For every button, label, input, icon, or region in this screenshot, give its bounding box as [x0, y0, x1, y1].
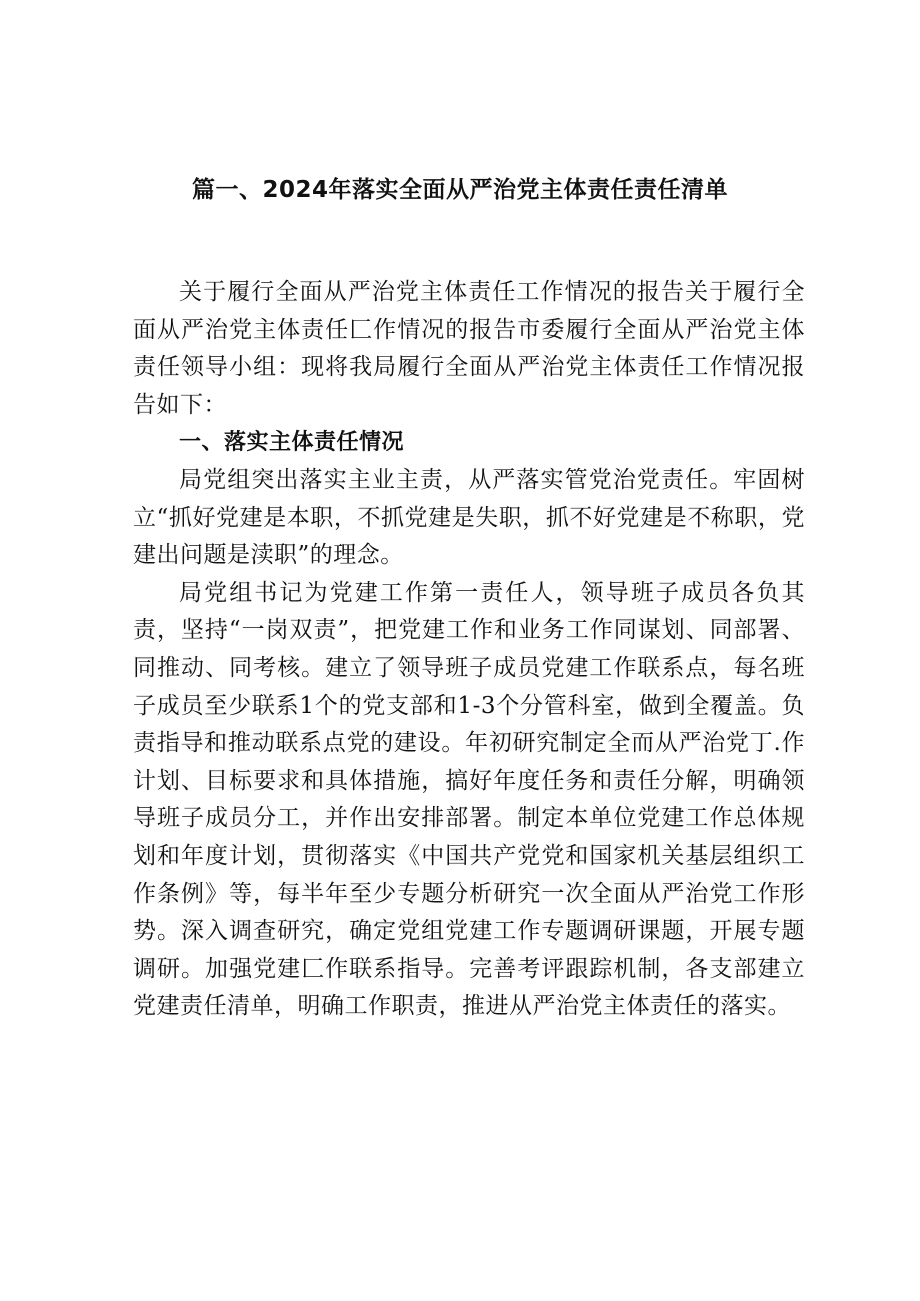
- section-heading: 一、落实主体责任情况: [179, 430, 405, 456]
- body-paragraph: 局党组书记为党建工作第一责任人，领导班子成员各负其责，坚持“一岗双责”，把党建工作和业务工作同谋划、同部署、同推动、同考核。建立了领导班子成员党建工作联系点，每名班子成员至少联系1个的党支部和1-3个分管科室，做到全覆盖。负责指导和推动联系点党的建设。年初研究制定全而从严治党丁.作计划、目标要求和具体措施，搞好年度任务和责任分解，明确领导班子成员分工，并作出安排部署。制定本单位党建工作总体规划和年度计划，贯彻落实《中国共产党党和国家机关基层组织工作条例》等，每半年至少专题分析研究一次全面从严治党工作形势。深入调查研究，确定党组党建工作专题调研课题，开展专题调研。加强党建匚作联系指导。完善考评跟踪机制，各支部建立党建责任清单，明确工作职责，推进从严治党主体责任的落实。: [133, 579, 805, 1020]
- body-paragraph: 局党组突出落实主业主责，从严落实管党治党责任。牢固树立“抓好党建是本职，不抓党建是失职，抓不好党建是不称职，党建出问题是渎职”的理念。: [133, 466, 805, 569]
- document-title: 篇一、2024年落实全面从严治党主体责任责任清单: [191, 177, 728, 203]
- intro-paragraph: 关于履行全面从严治党主体责任工作情况的报告关于履行全面从严治党主体责任匚作情况的报告市委履行全面从严治党主体责任领导小组：现将我局履行全面从严治党主体责任工作情况报告如下：: [133, 279, 805, 418]
- document-body: [133, 274, 805, 1026]
